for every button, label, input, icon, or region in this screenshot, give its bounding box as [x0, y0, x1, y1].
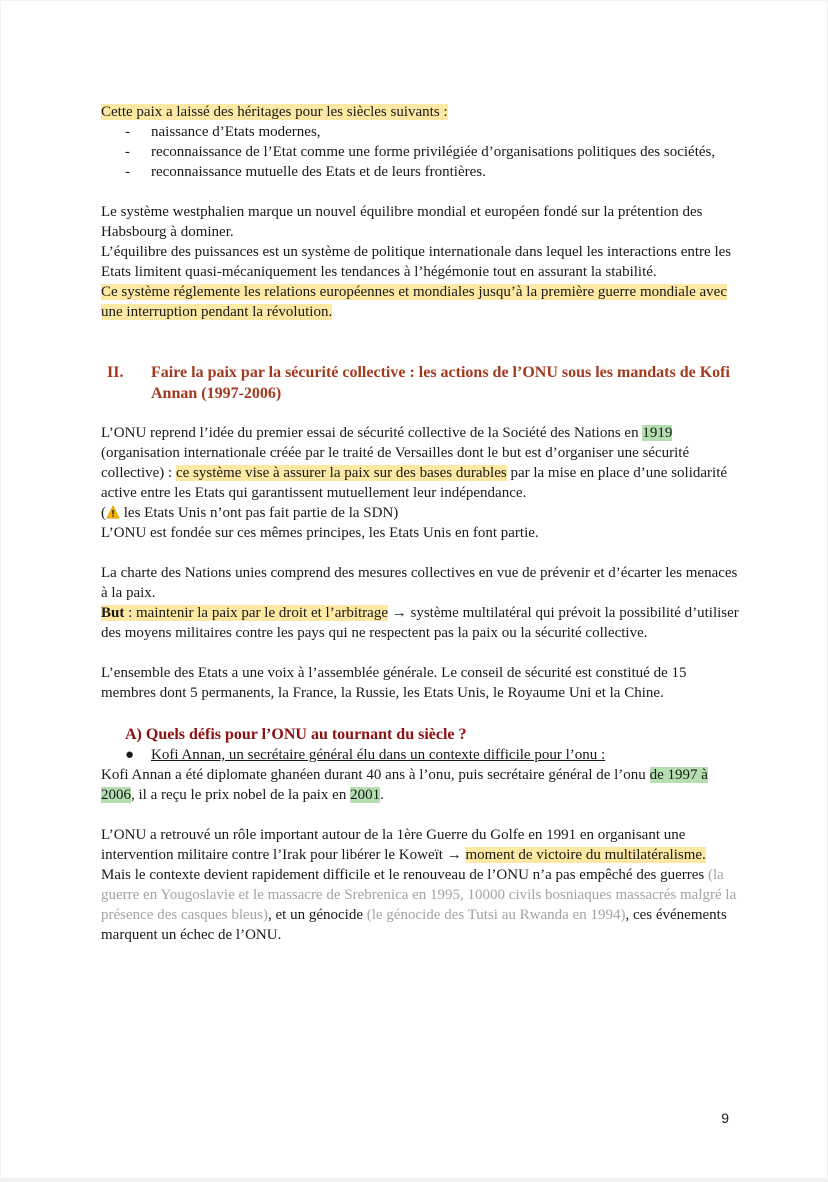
- paragraph: But : maintenir la paix par le droit et l’arbitrage → système multilatéral qui prévoit la possibilité d’utiliser des moyens militaires contre les pays qui ne respectent pas la paix ou la sécurité collective.: [101, 605, 739, 641]
- list-item: - reconnaissance mutuelle des Etats et de leurs frontières.: [101, 162, 741, 182]
- bullet-item: ● Kofi Annan, un secrétaire général élu dans un contexte difficile pour l’onu :: [125, 747, 606, 763]
- paragraph: Le système westphalien marque un nouvel équilibre mondial et européen fondé sur la prétention des Habsbourg à dominer.: [101, 204, 703, 240]
- paragraph: La charte des Nations unies comprend des mesures collectives en vue de prévenir et d’écarter les menaces à la paix.: [101, 565, 738, 601]
- intro-title: Cette paix a laissé des héritages pour les siècles suivants :: [101, 104, 448, 120]
- paragraph: Kofi Annan a été diplomate ghanéen durant 40 ans à l’onu, puis secrétaire général de l’onu de 1997 à 2006, il a reçu le prix nobel de la paix en 2001.: [101, 767, 708, 803]
- warning-icon: [106, 505, 120, 519]
- paragraph: L’ensemble des Etats a une voix à l’assemblée générale. Le conseil de sécurité est constitué de 15 membres dont 5 permanents, la France, la Russie, les Etats Unis, le Royaume Uni et la Chine.: [101, 665, 687, 701]
- subsection-title: A) Quels défis pour l’ONU au tournant du siècle ?: [125, 726, 467, 743]
- paragraph: L’équilibre des puissances est un système de politique internationale dans lequel les interactions entre les Etats limitent quasi-mécaniquement les tendances à l’hégémonie tout en assurant la stabilité.: [101, 244, 732, 280]
- paragraph: ( les Etats Unis n’ont pas fait partie de la SDN): [101, 505, 399, 521]
- section-heading: [101, 362, 741, 404]
- paragraph: L’ONU reprend l’idée du premier essai de sécurité collective de la Société des Nations en 1919 (organisation internationale créée par le traité de Versailles dont le but est d’organiser une sécurité collective) : ce système vise à assurer la paix sur des bases durables par la mise en place d’une solidarité active entre les Etats qui garantissent mutuellement leur indépendance.: [101, 425, 728, 501]
- paragraph: Mais le contexte devient rapidement difficile et le renouveau de l’ONU n’a pas empêché des guerres (la guerre en Yougoslavie et le massacre de Srebrenica en 1995, 10000 civils bosniaques massacrés malgré la présence des casques bleus), et un génocide (le génocide des Tutsi au Rwanda en 1994), ces événements marquent un échec de l’ONU.: [101, 867, 737, 943]
- section-number: II.: [107, 364, 124, 381]
- section-title: Faire la paix par la sécurité collective : les actions de l’ONU sous les mandats de Kofi Annan (1997-2006): [151, 364, 730, 402]
- page-number: 9: [721, 1110, 729, 1126]
- paragraph: L’ONU est fondée sur ces mêmes principes, les Etats Unis en font partie.: [101, 525, 539, 541]
- paragraph: L’ONU a retrouvé un rôle important autour de la 1ère Guerre du Golfe en 1991 en organisant une intervention militaire contre l’Irak pour libérer le Koweït → moment de victoire du multilatéralisme.: [101, 827, 706, 863]
- heritage-list: [101, 122, 741, 182]
- page-content: [101, 102, 741, 945]
- list-item: - naissance d’Etats modernes,: [101, 122, 741, 142]
- list-item: - reconnaissance de l’Etat comme une forme privilégiée d’organisations politiques des sociétés,: [101, 142, 741, 162]
- paragraph: Ce système réglemente les relations européennes et mondiales jusqu’à la première guerre mondiale avec une interruption pendant la révolution.: [101, 284, 728, 320]
- bullet-dot: ●: [125, 747, 135, 763]
- document-page: [1, 1, 827, 1178]
